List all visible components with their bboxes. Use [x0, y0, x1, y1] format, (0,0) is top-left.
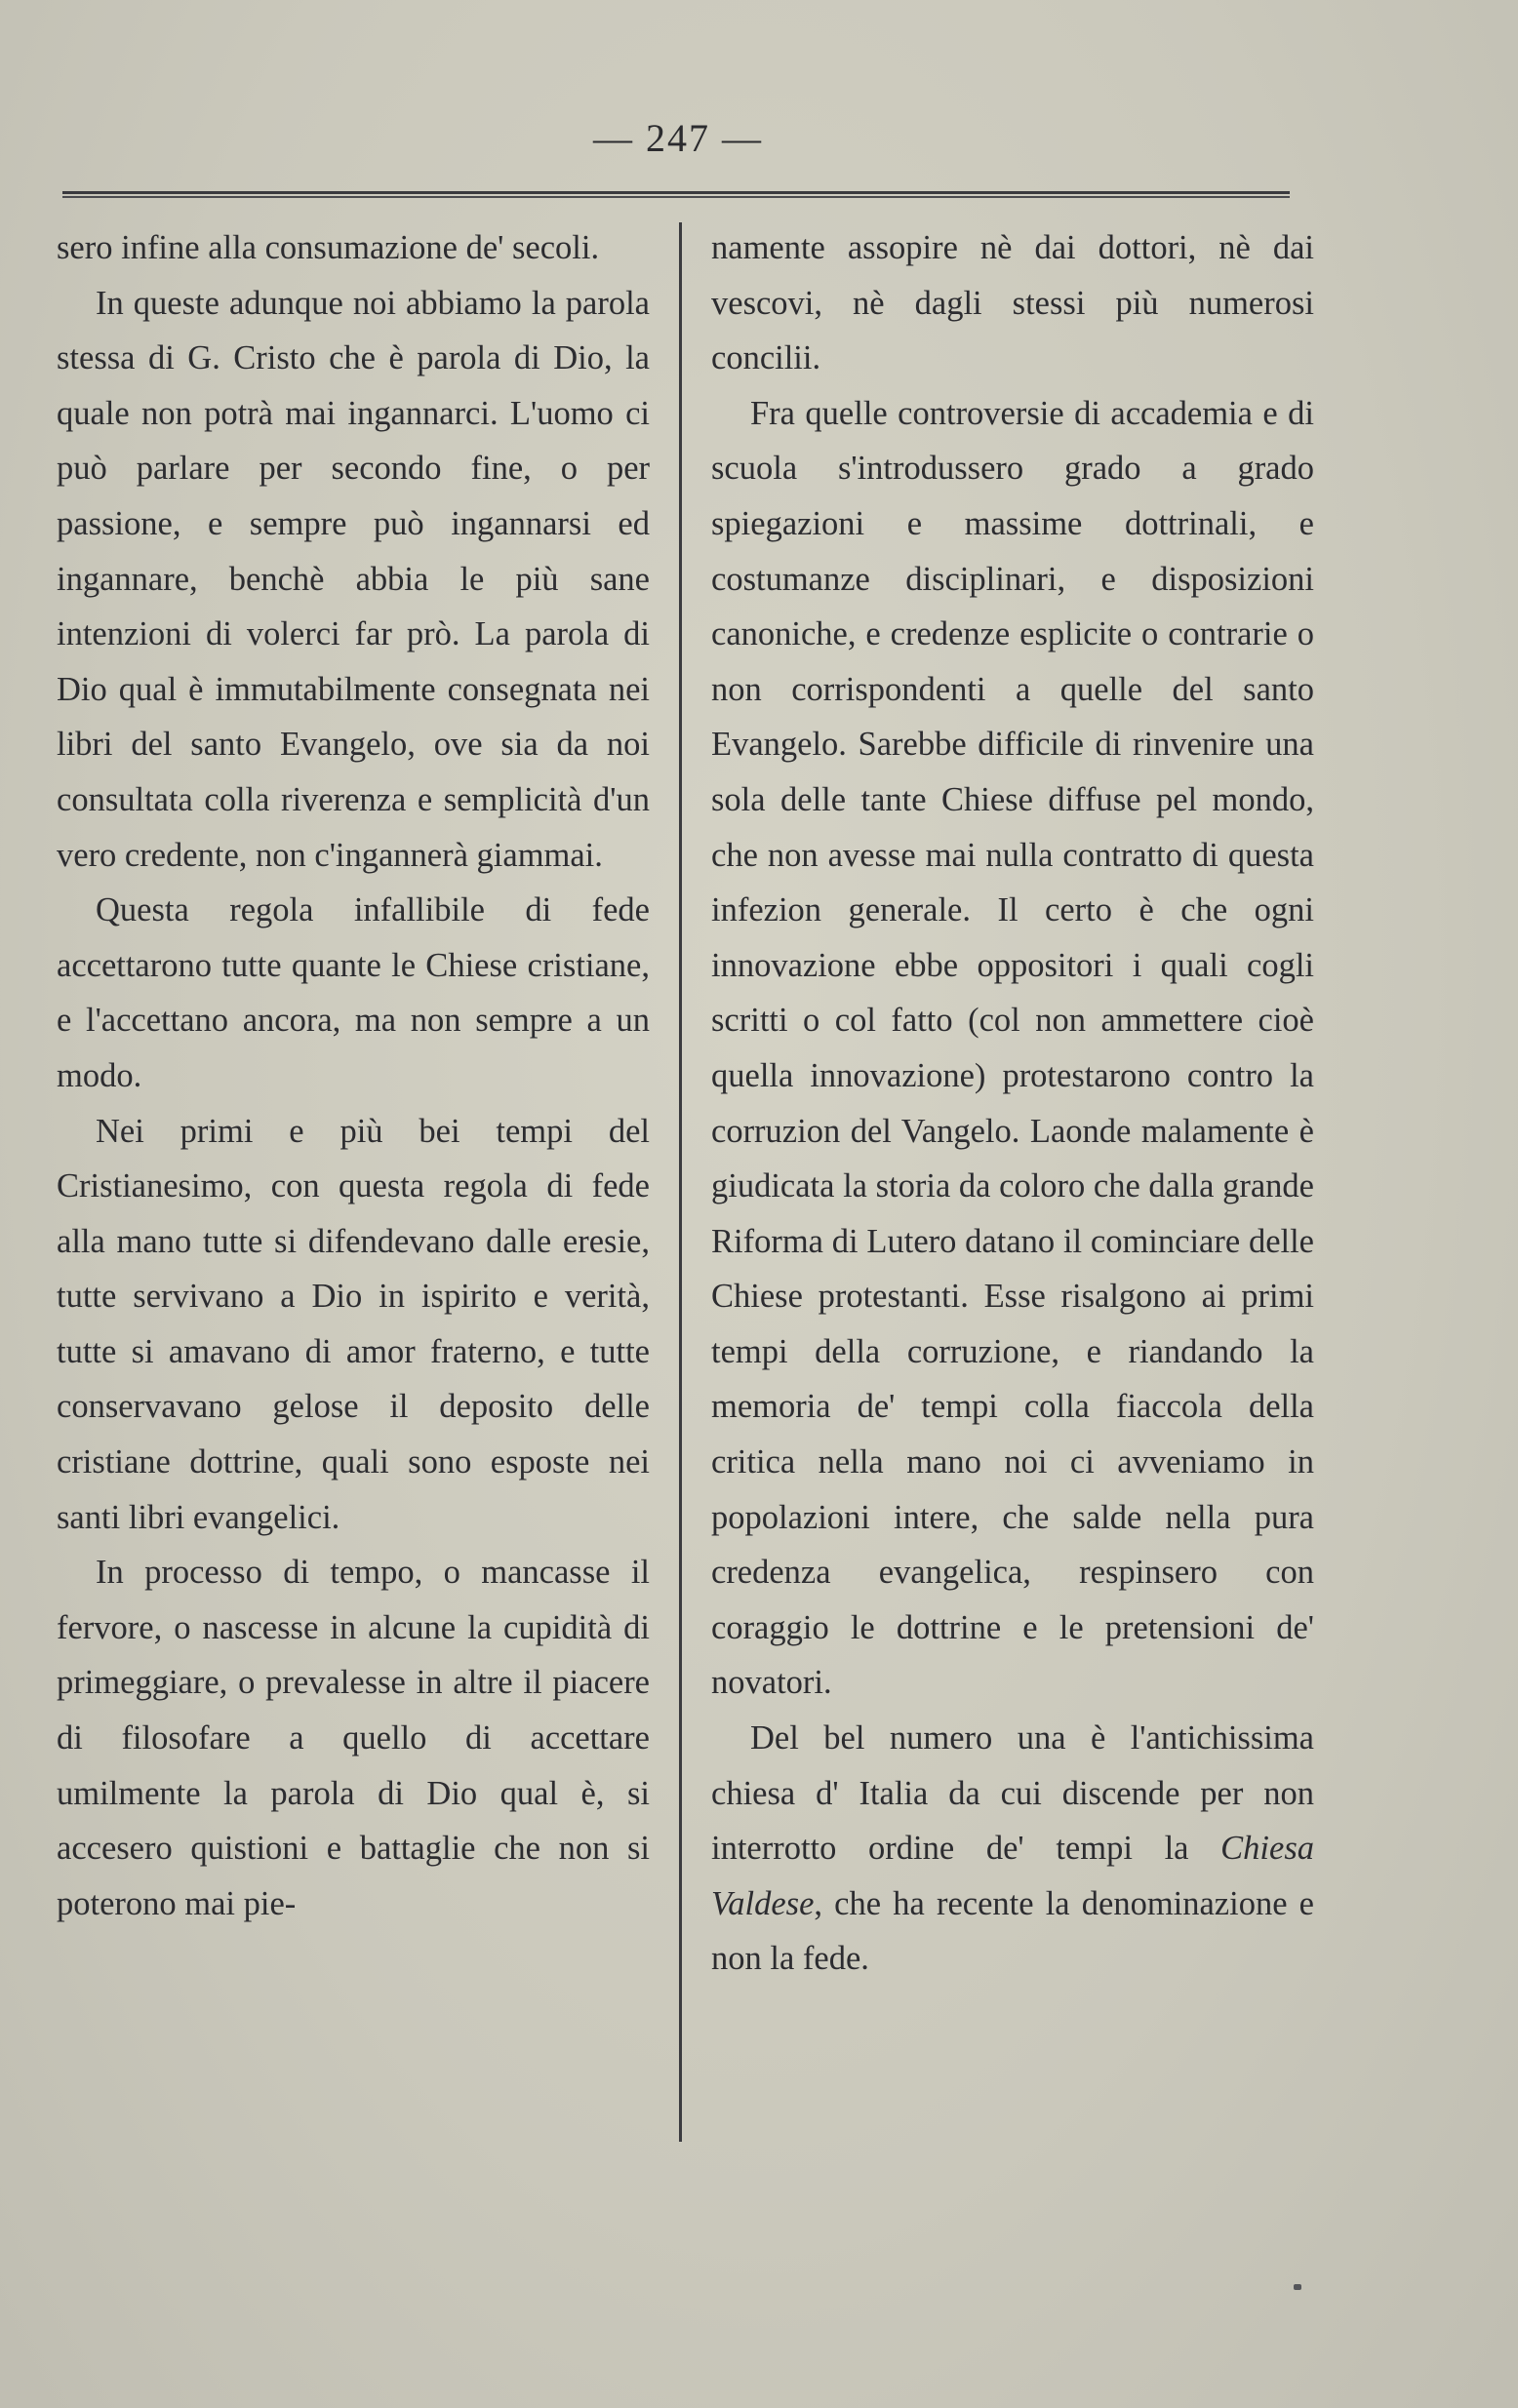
last-paragraph-after: , che ha recente la denominazione e non la fede. [711, 1884, 1314, 1978]
left-paragraph-1: sero infine alla consumazione de' secoli. [57, 229, 600, 266]
right-paragraph-2: Fra quelle controversie di accademia e di scuola s'introdussero grado a grado spiegazioni e massime dottrinali, e costumanze disciplinari, e disposizioni canoniche, e credenze esplicite o contrarie o non corrispondenti a quelle del santo Evangelo. Sarebbe difficile di rinvenire una sola delle tante Chiese diffuse pel mondo, che non avesse mai nulla contratto di questa infezion generale. Il certo è che ogni innovazione ebbe oppositori i quali cogli scritti o col fatto (col non ammettere cioè quella innovazione) protestarono contro la corruzion del Vangelo. Laonde malamente è giudicata la storia da coloro che dalla grande Riforma di Lutero datano il cominciare delle Chiese protestanti. Esse risalgono ai primi tempi della corruzione, e riandando la memoria de' tempi colla fiaccola della critica nella mano noi ci avveniamo in popolazioni intere, che salde nella pura credenza evangelica, respinsero con coraggio le dottrine e le pretensioni de' novatori. [711, 394, 1314, 1702]
left-paragraph-5: In processo di tempo, o mancasse il fervore, o nascesse in alcune la cupidità di primeggiare, o prevalesse in altre il piacere di filosofare a quello di accettare umilmente la parola di Dio qual è, si accesero quistioni e battaglie che non si poterono mai pie- [57, 1554, 650, 1922]
last-paragraph-before: Del bel numero una è l'antichissima chiesa d' Italia da cui discende per non interrotto ordine de' tempi la [711, 1719, 1314, 1868]
page-number: — 247 — [593, 116, 763, 160]
right-paragraph-1: namente assopire nè dai dottori, nè dai vescovi, nè dagli stessi più numerosi concilii. [711, 229, 1314, 377]
church-name-italic: Chiesa Valdese [711, 1830, 1314, 1922]
left-paragraph-2: In queste adunque noi abbiamo la parola stessa di G. Cristo che è parola di Dio, la quale non potrà mai ingannarci. L'uomo ci può parlare per secondo fine, o per passione, e sempre può ingannarsi ed ingannare, benchè abbia le più sane intenzioni di volerci far prò. La parola di Dio qual è immutabilmente consegnata nei libri del santo Evangelo, ove sia da noi consultata colla riverenza e semplicità d'un vero credente, non c'ingannerà giammai. [57, 284, 650, 874]
right-column [711, 220, 1314, 1987]
right-paragraph-3 [711, 1711, 1314, 1987]
left-paragraph-3: Questa regola infallibile di fede accettarono tutte quante le Chiese cristiane, e l'accettano ancora, ma non sempre a un modo. [57, 891, 650, 1094]
column-divider [679, 222, 682, 2142]
header-rule [62, 191, 1290, 198]
left-paragraph-4: Nei primi e più bei tempi del Cristianesimo, con questa regola di fede alla mano tutte si difendevano dalle eresie, tutte servivano a Dio in ispirito e verità, tutte si amavano di amor fraterno, e tutte conservavano gelose il deposito delle cristiane dottrine, quali sono esposte nei santi libri evangelici. [57, 1112, 650, 1536]
left-column [57, 220, 650, 1931]
ink-speck [1294, 2284, 1301, 2290]
